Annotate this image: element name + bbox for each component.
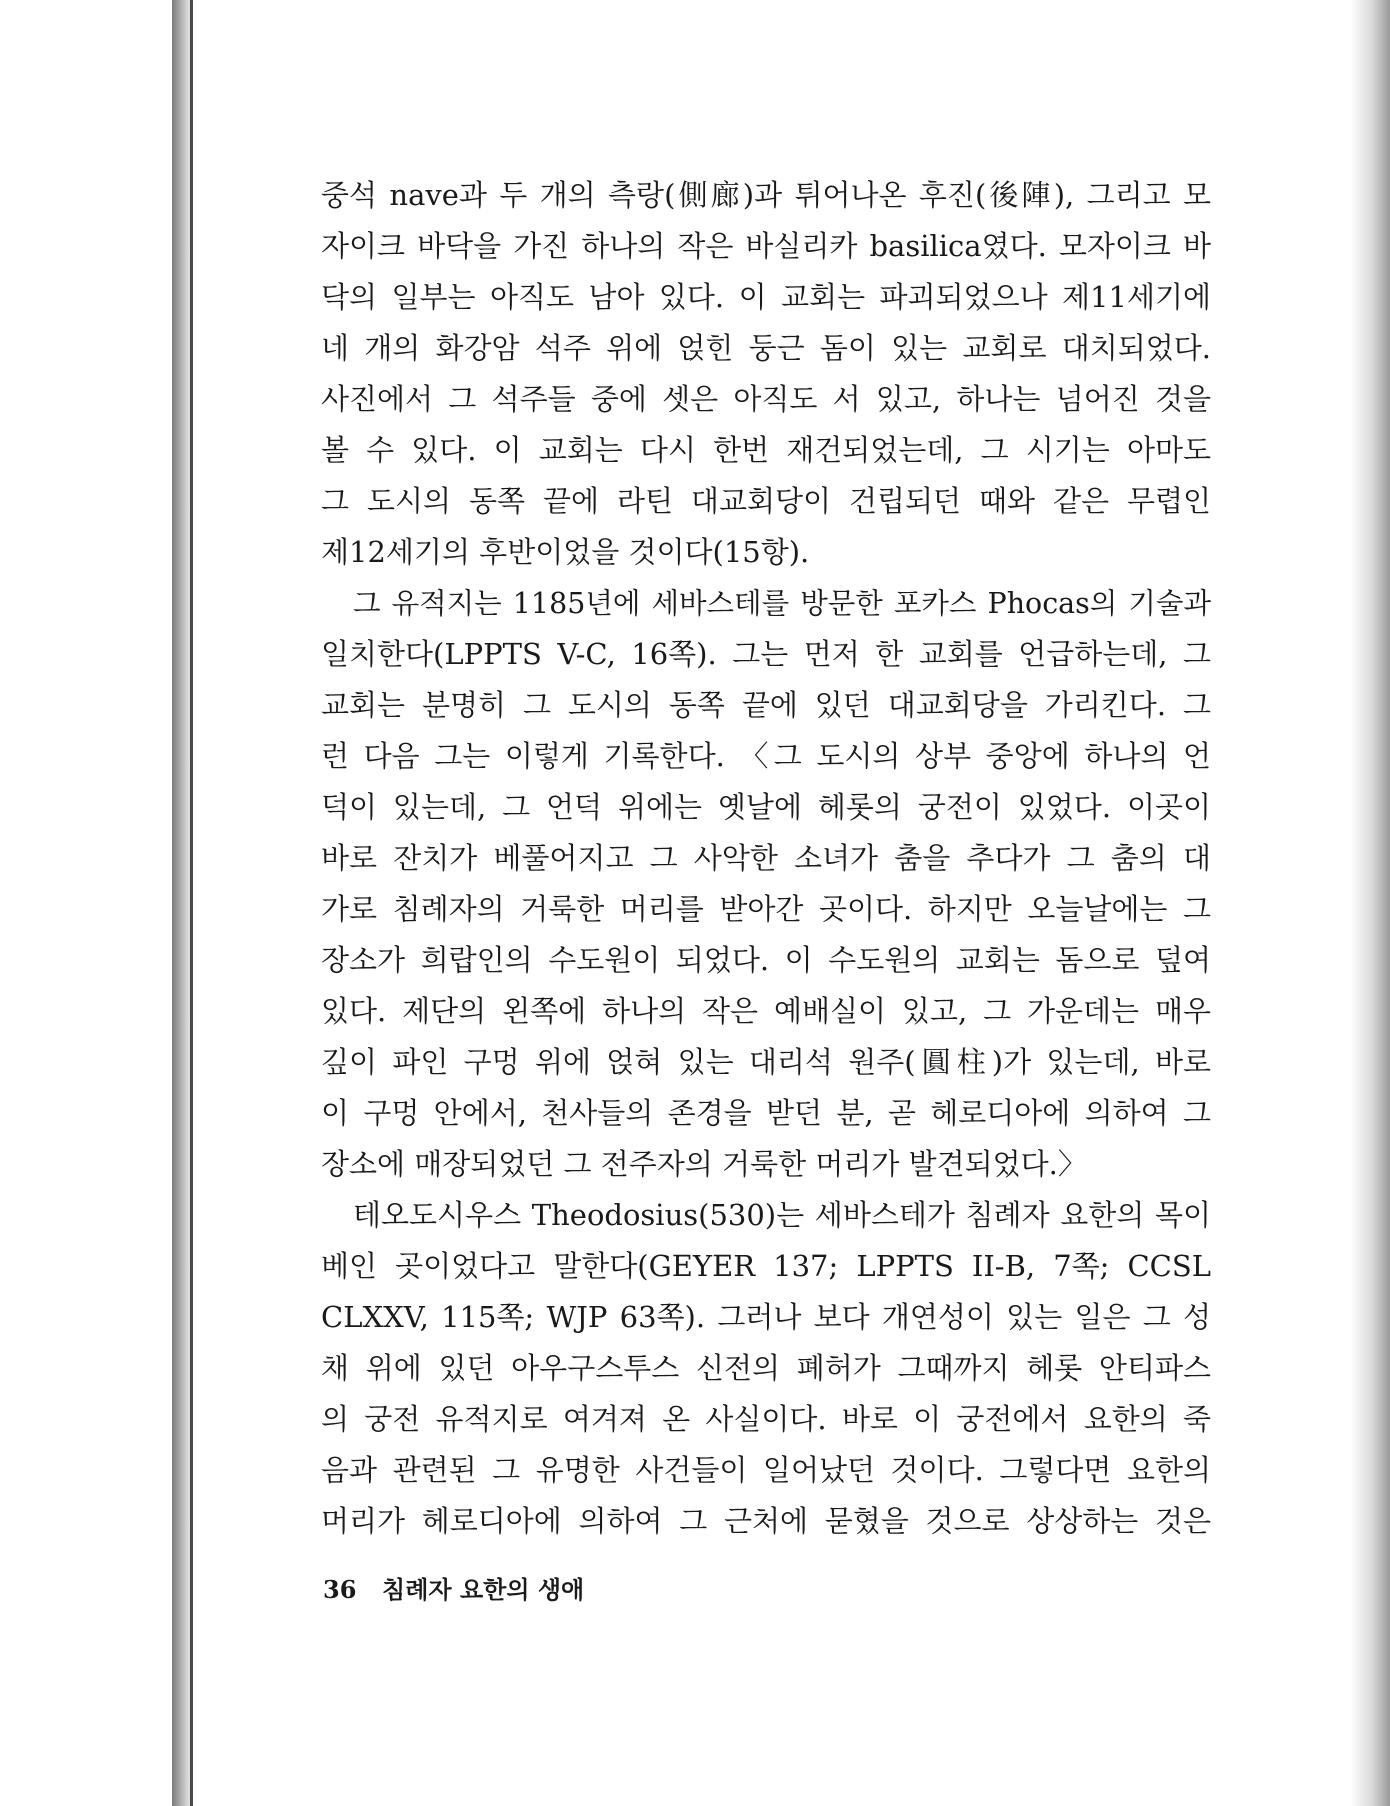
text-line: 런 다음 그는 이렇게 기록한다. 〈그 도시의 상부 중앙에 하나의 언: [321, 739, 1211, 773]
text-line: 이 구멍 안에서, 천사들의 존경을 받던 분, 곧 헤로디아에 의하여 그: [321, 1096, 1211, 1130]
text-line: 덕이 있는데, 그 언덕 위에는 옛날에 헤롯의 궁전이 있었다. 이곳이: [321, 790, 1211, 824]
running-head: 침례자 요한의 생애: [382, 1575, 585, 1604]
text-line: 장소가 희랍인의 수도원이 되었다. 이 수도원의 교회는 돔으로 덮여: [321, 943, 1211, 977]
text-line: 음과 관련된 그 유명한 사건들이 일어났던 것이다. 그렇다면 요한의: [321, 1453, 1211, 1487]
page-number: 36: [323, 1575, 357, 1604]
text-line: 가로 침례자의 거룩한 머리를 받아간 곳이다. 하지만 오늘날에는 그: [321, 892, 1211, 926]
page-footer: [323, 1570, 584, 1605]
book-page: [193, 0, 1350, 1806]
text-line: 있다. 제단의 왼쪽에 하나의 작은 예배실이 있고, 그 가운데는 매우: [321, 994, 1211, 1028]
text-line: 깊이 파인 구멍 위에 얹혀 있는 대리석 원주(圓柱)가 있는데, 바로: [321, 1045, 1211, 1079]
text-line: 채 위에 있던 아우구스투스 신전의 폐허가 그때까지 헤롯 안티파스: [321, 1351, 1211, 1385]
text-line: 그 유적지는 1185년에 세바스테를 방문한 포카스 Phocas의 기술과: [353, 587, 1211, 620]
text-line: CLXXV, 115쪽; WJP 63쪽). 그러나 보다 개연성이 있는 일은 그 성: [321, 1300, 1211, 1334]
text-line: 테오도시우스 Theodosius(530)는 세바스테가 침례자 요한의 목이: [353, 1198, 1211, 1232]
text-line: 제12세기의 후반이었을 것이다(15항).: [321, 535, 810, 569]
text-line: 닥의 일부는 아직도 남아 있다. 이 교회는 파괴되었으나 제11세기에: [321, 280, 1211, 314]
text-line: 그 도시의 동쪽 끝에 라틴 대교회당이 건립되던 때와 같은 무렵인: [321, 484, 1211, 518]
text-line: 네 개의 화강암 석주 위에 얹힌 둥근 돔이 있는 교회로 대치되었다.: [321, 331, 1211, 365]
page-right-shadow: [1350, 0, 1390, 1806]
text-line: 바로 잔치가 베풀어지고 그 사악한 소녀가 춤을 추다가 그 춤의 대: [321, 841, 1211, 875]
body-text: [321, 170, 1211, 1547]
text-line: 자이크 바닥을 가진 하나의 작은 바실리카 basilica였다. 모자이크 바: [321, 229, 1211, 263]
text-line: 볼 수 있다. 이 교회는 다시 한번 재건되었는데, 그 시기는 아마도: [321, 433, 1211, 467]
text-line: 장소에 매장되었던 그 전주자의 거룩한 머리가 발견되었다.〉: [321, 1147, 1087, 1181]
text-line: 머리가 헤로디아에 의하여 그 근처에 묻혔을 것으로 상상하는 것은: [321, 1504, 1211, 1538]
text-line: 중석 nave과 두 개의 측랑(側廊)과 튀어나온 후진(後陣), 그리고 모: [321, 178, 1211, 212]
text-line: 베인 곳이었다고 말한다(GEYER 137; LPPTS II-B, 7쪽; CCSL: [321, 1249, 1211, 1283]
text-line: 사진에서 그 석주들 중에 셋은 아직도 서 있고, 하나는 넘어진 것을: [321, 382, 1211, 416]
text-line: 일치한다(LPPTS V-C, 16쪽). 그는 먼저 한 교회를 언급하는데, 그: [321, 637, 1211, 671]
text-line: 의 궁전 유적지로 여겨져 온 사실이다. 바로 이 궁전에서 요한의 죽: [321, 1402, 1211, 1436]
text-line: 교회는 분명히 그 도시의 동쪽 끝에 있던 대교회당을 가리킨다. 그: [321, 688, 1211, 722]
